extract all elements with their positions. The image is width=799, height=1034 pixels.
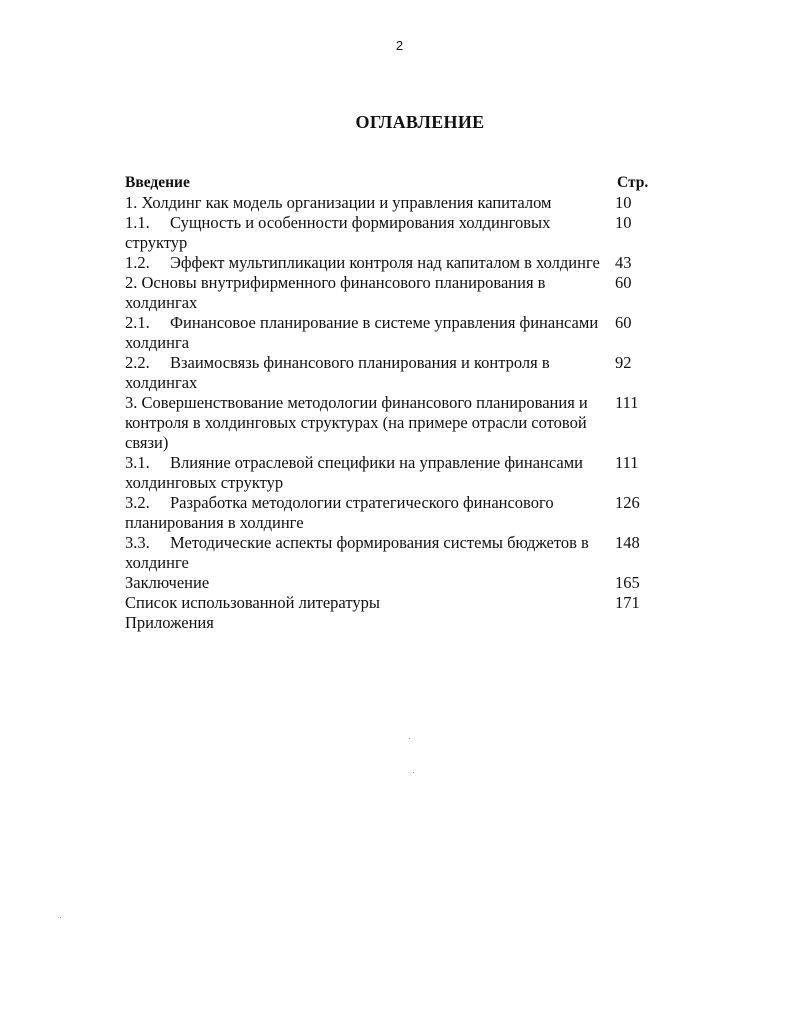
toc-entry-page: 60	[615, 313, 632, 332]
scan-speck	[60, 917, 61, 918]
toc-entry-title: Эффект мультипликации контроля над капиталом в холдинге	[170, 253, 600, 272]
toc-title: ОГЛАВЛЕНИЕ	[355, 112, 485, 132]
toc-entry-page: 10	[615, 213, 632, 232]
toc-entry-title: Влияние отраслевой специфики на управление финансами холдинговых структур	[125, 453, 583, 492]
toc-entry-text	[125, 313, 613, 353]
toc-entry-page: 126	[615, 493, 640, 512]
toc-entry-number: 1.2.	[125, 253, 150, 272]
toc-entry-title: 3. Совершенствование методологии финансового планирования и контроля в холдинговых структурах (на примере отрасли сотовой связи)	[125, 393, 588, 452]
toc-entry-page: 111	[615, 453, 639, 472]
toc-entry-page: 10	[615, 193, 632, 212]
toc-entry-text	[125, 493, 613, 533]
toc-entry-title: Сущность и особенности формирования холдинговых структур	[125, 213, 551, 252]
toc-header-page-column: Стр.	[617, 174, 649, 191]
toc-entry-number: 3.2.	[125, 493, 150, 512]
toc-entry	[125, 213, 670, 253]
toc-entry	[125, 573, 670, 593]
toc-entry-title: Разработка методологии стратегического финансового планирования в холдинге	[125, 493, 554, 532]
toc-entry-page: 60	[615, 273, 632, 292]
toc-entry	[125, 393, 670, 453]
scan-speck	[413, 772, 414, 773]
toc-entry-title: Заключение	[125, 573, 210, 592]
toc-entry-page: 165	[615, 573, 640, 592]
toc-entry-title: 1. Холдинг как модель организации и управления капиталом	[125, 193, 552, 212]
toc-entry-text	[125, 393, 613, 453]
toc-entry-page: 111	[615, 393, 639, 412]
toc-entry-text	[125, 213, 613, 253]
toc-header-row	[125, 173, 670, 193]
toc-entry	[125, 193, 670, 213]
toc-entry	[125, 313, 670, 353]
toc-entry-text	[125, 613, 613, 633]
toc-entry-number: 3.1.	[125, 453, 150, 472]
toc-entry-text	[125, 353, 613, 393]
scan-speck	[409, 738, 410, 739]
toc-entry-number: 3.3.	[125, 533, 150, 552]
toc-entry-number: 1.1.	[125, 213, 150, 232]
toc-entry-number: 2.2.	[125, 353, 150, 372]
toc-entry-title: Приложения	[125, 613, 214, 632]
page-number: 2	[395, 38, 404, 53]
toc-entry-number: 2.1.	[125, 313, 150, 332]
toc-entry-title: Финансовое планирование в системе управления финансами холдинга	[125, 313, 599, 352]
toc-entry	[125, 273, 670, 313]
toc-header-label: Введение	[125, 174, 190, 191]
toc-entry-title: Взаимосвязь финансового планирования и контроля в холдингах	[125, 353, 550, 392]
toc-entry-text	[125, 593, 613, 613]
toc-entry	[125, 253, 670, 273]
toc-entry-page: 171	[615, 593, 640, 612]
toc-entry	[125, 493, 670, 533]
toc-entry-title: Список использованной литературы	[125, 593, 380, 612]
toc-entry	[125, 533, 670, 573]
toc-entry-page: 92	[615, 353, 632, 372]
toc-entry-text	[125, 273, 613, 313]
toc-entry-text	[125, 453, 613, 493]
toc-entry-text	[125, 193, 613, 213]
toc-entry-page: 43	[615, 253, 632, 272]
toc-entry-page: 148	[615, 533, 640, 552]
toc-entry	[125, 353, 670, 393]
toc-entry	[125, 613, 670, 633]
toc-entry-text	[125, 573, 613, 593]
table-of-contents	[125, 173, 670, 633]
toc-entry-text	[125, 253, 613, 273]
toc-entry-title: Методические аспекты формирования системы бюджетов в холдинге	[125, 533, 589, 572]
toc-entry	[125, 453, 670, 493]
toc-entry-title: 2. Основы внутрифирменного финансового планирования в холдингах	[125, 273, 546, 312]
toc-entry	[125, 593, 670, 613]
toc-entry-text	[125, 533, 613, 573]
